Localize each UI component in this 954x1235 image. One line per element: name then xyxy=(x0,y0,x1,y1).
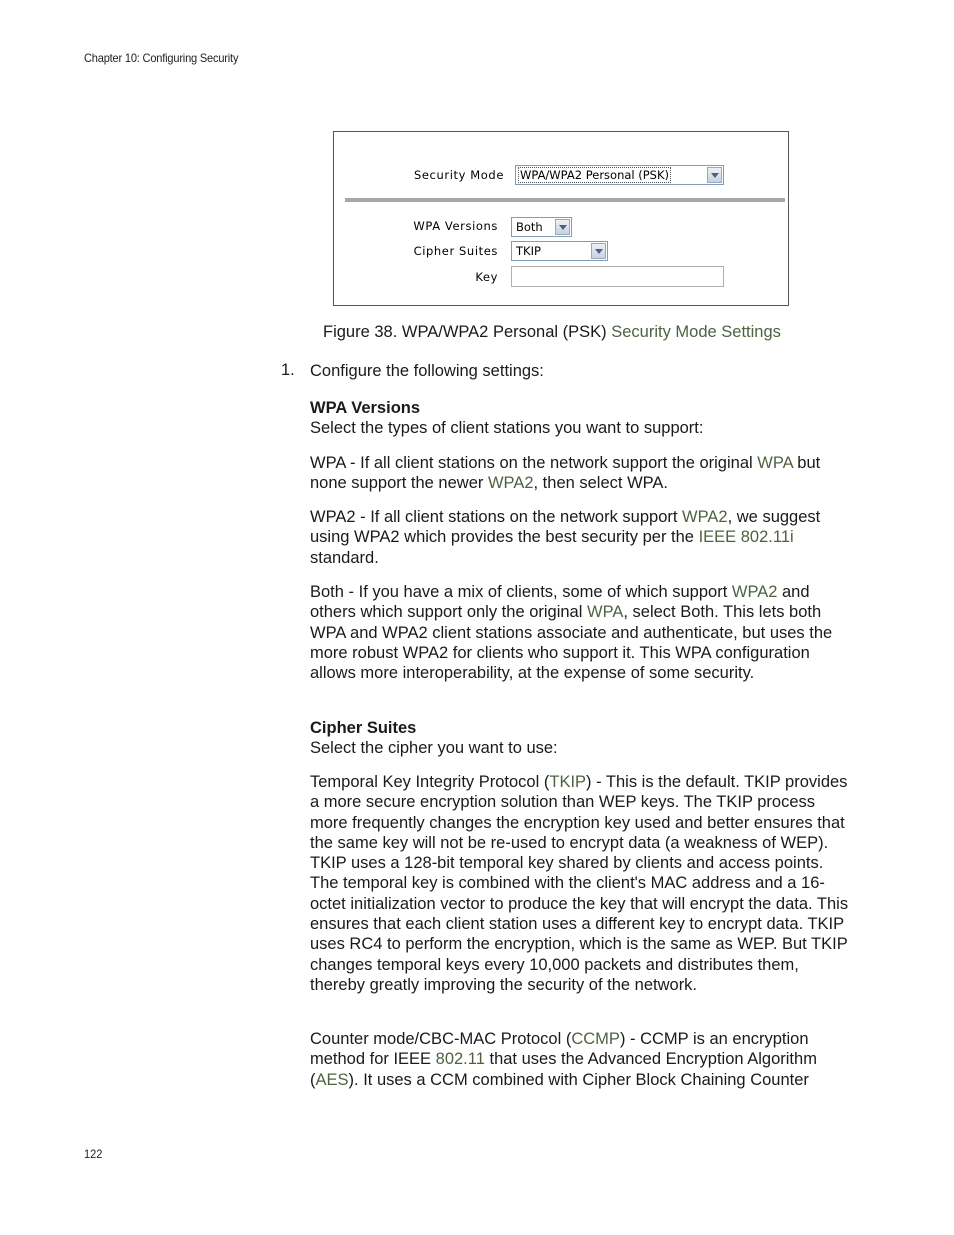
cipher-suites-section xyxy=(310,718,850,759)
wpa2-link[interactable]: WPA2 xyxy=(682,508,728,526)
ieee-80211i-link[interactable]: IEEE 802.11i xyxy=(698,528,794,547)
chevron-down-icon[interactable] xyxy=(591,243,606,259)
wpa2-link[interactable]: WPA2 xyxy=(731,583,778,601)
section-divider xyxy=(345,198,785,202)
figure-caption xyxy=(323,323,781,342)
wpa-versions-intro: Select the types of client stations you want to support: xyxy=(310,419,704,438)
wpa-versions-heading: WPA Versions xyxy=(310,399,421,417)
security-mode-value: WPA/WPA2 Personal (PSK) xyxy=(520,168,670,182)
caption-text: Figure 38. WPA/WPA2 Personal (PSK) xyxy=(323,323,612,341)
step-number: 1. xyxy=(281,361,295,379)
wpa-versions-value: Both xyxy=(516,220,543,234)
wpa-link[interactable]: WPA xyxy=(757,454,793,472)
wpa2-paragraph: WPA2 - If all client stations on the network support WPA2, we suggest using WPA2 which provides the best security per the IEEE 802.11i standard. xyxy=(310,508,821,567)
wpa-link[interactable]: WPA xyxy=(587,603,624,622)
cipher-suites-select[interactable] xyxy=(511,241,608,261)
security-mode-select[interactable] xyxy=(515,165,724,185)
security-settings-figure xyxy=(333,131,789,306)
key-label: Key xyxy=(475,270,498,284)
tkip-link[interactable]: TKIP xyxy=(549,773,587,791)
tkip-paragraph: Temporal Key Integrity Protocol (TKIP) - This is the default. TKIP provides a more secure encryption solution than WEP keys. The TKIP process more frequently changes the encryption key used and better ensures that the same key will not be re-used to encrypt data (a weakness of WEP). TKIP uses a 128-bit temporal key shared by clients and access points. The temporal key is combined with the client's MAC address and a 16-octet initialization vector to produce the key that will encrypt the data. This ensures that each client station uses a different key to encrypt data. TKIP uses RC4 to perform the encryption, which is the same as WEP. But TKIP changes temporal keys every 10,000 packets and distributes them, thereby greatly improving the security of the network. xyxy=(310,773,849,994)
cipher-suites-intro: Select the cipher you want to use: xyxy=(310,739,558,758)
chapter-header: Chapter 10: Configuring Security xyxy=(84,51,239,65)
wpa-versions-select[interactable] xyxy=(511,217,572,237)
cipher-suites-label: Cipher Suites xyxy=(413,244,498,258)
ieee-80211-link[interactable]: 802.11 xyxy=(435,1050,485,1069)
wpa-versions-label: WPA Versions xyxy=(413,219,498,233)
wpa-versions-section xyxy=(310,398,850,439)
wpa-paragraph: WPA - If all client stations on the network support the original WPA but none support the newer WPA2, then select WPA. xyxy=(310,454,821,493)
chevron-down-icon[interactable] xyxy=(707,167,722,183)
ccmp-paragraph: Counter mode/CBC-MAC Protocol (CCMP) - CCMP is an encryption method for IEEE 802.11 that uses the Advanced Encryption Algorithm (AES). It uses a CCM combined with Cipher Block Chaining Counter xyxy=(310,1030,817,1089)
ccmp-link[interactable]: CCMP xyxy=(571,1030,620,1048)
caption-link[interactable]: Security Mode Settings xyxy=(611,323,781,341)
cipher-suites-value: TKIP xyxy=(516,244,541,258)
both-paragraph: Both - If you have a mix of clients, some of which support WPA2 and others which support only the original WPA, select Both. This lets both WPA and WPA2 client stations associate and authenticate, but uses the more robust WPA2 for clients who support it. This WPA configuration allows more interoperability, at the expense of some security. xyxy=(310,583,833,683)
security-mode-label: Security Mode xyxy=(413,168,504,182)
aes-link[interactable]: AES xyxy=(315,1070,349,1089)
key-input[interactable] xyxy=(511,266,724,287)
page-number: 122 xyxy=(84,1147,103,1161)
wpa2-link[interactable]: WPA2 xyxy=(487,474,534,493)
step-text: Configure the following settings: xyxy=(310,362,544,380)
cipher-suites-heading: Cipher Suites xyxy=(310,719,417,737)
chevron-down-icon[interactable] xyxy=(555,219,570,235)
